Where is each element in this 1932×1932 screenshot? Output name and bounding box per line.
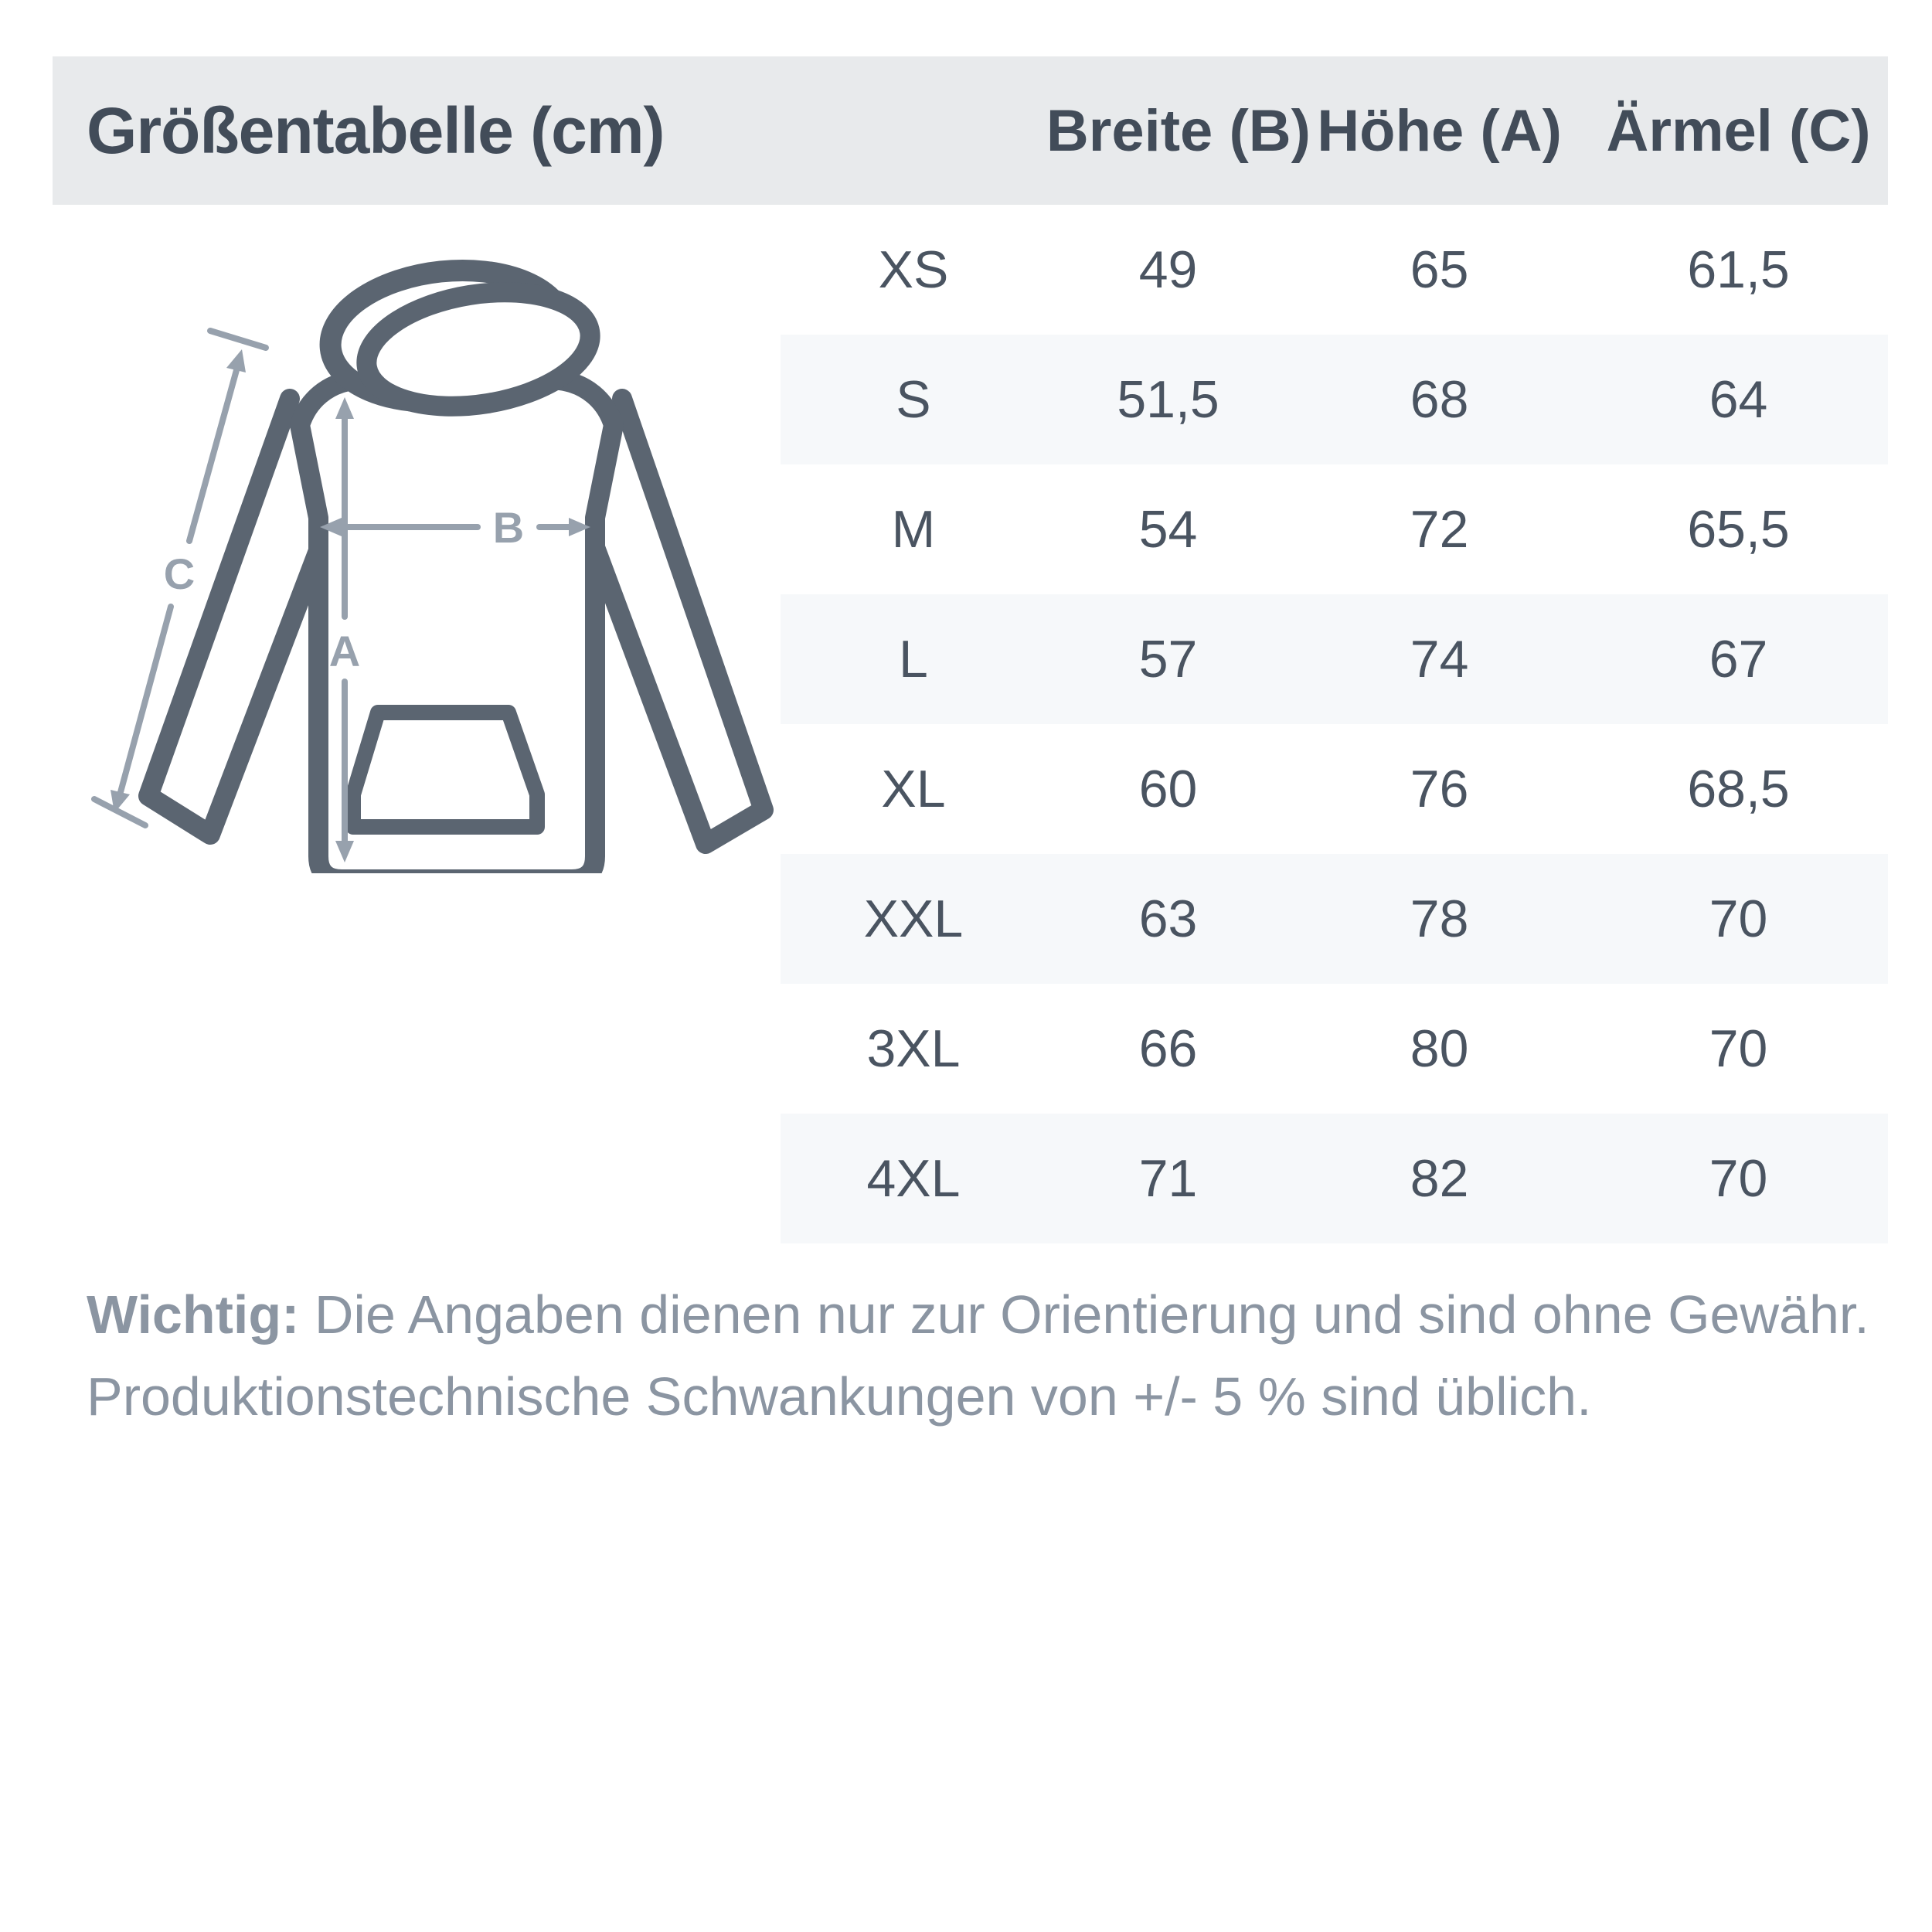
size-cell: S	[896, 370, 931, 429]
hoehe-cell: 72	[1410, 500, 1469, 559]
size-cell: XL	[881, 760, 946, 818]
breite-cell: 51,5	[1117, 370, 1219, 429]
size-cell: XXL	[863, 889, 964, 948]
column-header-breite: Breite (B)	[1046, 97, 1311, 164]
breite-cell: 63	[1138, 889, 1198, 948]
column-header-hoehe: Höhe (A)	[1317, 97, 1562, 164]
hoehe-cell: 74	[1410, 630, 1469, 689]
hoehe-cell: 78	[1410, 889, 1469, 948]
aermel-cell: 70	[1709, 889, 1768, 948]
hoehe-cell: 80	[1410, 1019, 1469, 1078]
column-header-aermel: Ärmel (C)	[1606, 97, 1871, 164]
label-a: A	[328, 627, 361, 675]
table-row-xxl	[781, 854, 1888, 984]
disclaimer-line1: Die Angaben dienen nur zur Orientierung und sind ohne Gewähr.	[299, 1284, 1869, 1345]
table-row-xl	[781, 724, 1888, 854]
breite-cell: 57	[1138, 630, 1198, 689]
table-row-xs	[781, 205, 1888, 335]
aermel-cell: 64	[1709, 370, 1768, 429]
aermel-cell: 68,5	[1687, 760, 1790, 818]
page-title: Größentabelle (cm)	[87, 94, 665, 167]
hoehe-cell: 68	[1410, 370, 1469, 429]
table-row-l	[781, 594, 1888, 724]
label-b: B	[492, 503, 525, 552]
size-cell: XS	[878, 240, 949, 299]
aermel-cell: 61,5	[1687, 240, 1790, 299]
size-cell: 4XL	[866, 1149, 961, 1208]
disclaimer-line2: Produktionstechnische Schwankungen von +/- 5 % sind üblich.	[87, 1366, 1592, 1427]
aermel-cell: 67	[1709, 630, 1768, 689]
breite-cell: 71	[1138, 1149, 1198, 1208]
size-cell: M	[891, 500, 936, 559]
disclaimer-label: Wichtig:	[87, 1284, 300, 1345]
table-row-m	[781, 464, 1888, 594]
breite-cell: 60	[1138, 760, 1198, 818]
aermel-cell: 70	[1709, 1019, 1768, 1078]
column-headers	[781, 56, 1888, 205]
hoodie-diagram	[62, 216, 796, 873]
hoodie-pocket	[353, 713, 537, 827]
table-row-s	[781, 335, 1888, 464]
size-cell: 3XL	[866, 1019, 961, 1078]
c-top-tick	[210, 331, 266, 348]
breite-cell: 54	[1138, 500, 1198, 559]
aermel-cell: 70	[1709, 1149, 1768, 1208]
size-cell: L	[899, 630, 928, 689]
breite-cell: 49	[1138, 240, 1198, 299]
label-c: C	[163, 549, 196, 598]
breite-cell: 66	[1138, 1019, 1198, 1078]
disclaimer-note	[87, 1274, 1872, 1437]
hoehe-cell: 65	[1410, 240, 1469, 299]
hoehe-cell: 76	[1410, 760, 1469, 818]
table-row-4xl	[781, 1114, 1888, 1243]
table-row-3xl	[781, 984, 1888, 1114]
table-header-band	[53, 56, 1888, 205]
hoehe-cell: 82	[1410, 1149, 1469, 1208]
aermel-cell: 65,5	[1687, 500, 1790, 559]
size-table	[781, 205, 1888, 1243]
